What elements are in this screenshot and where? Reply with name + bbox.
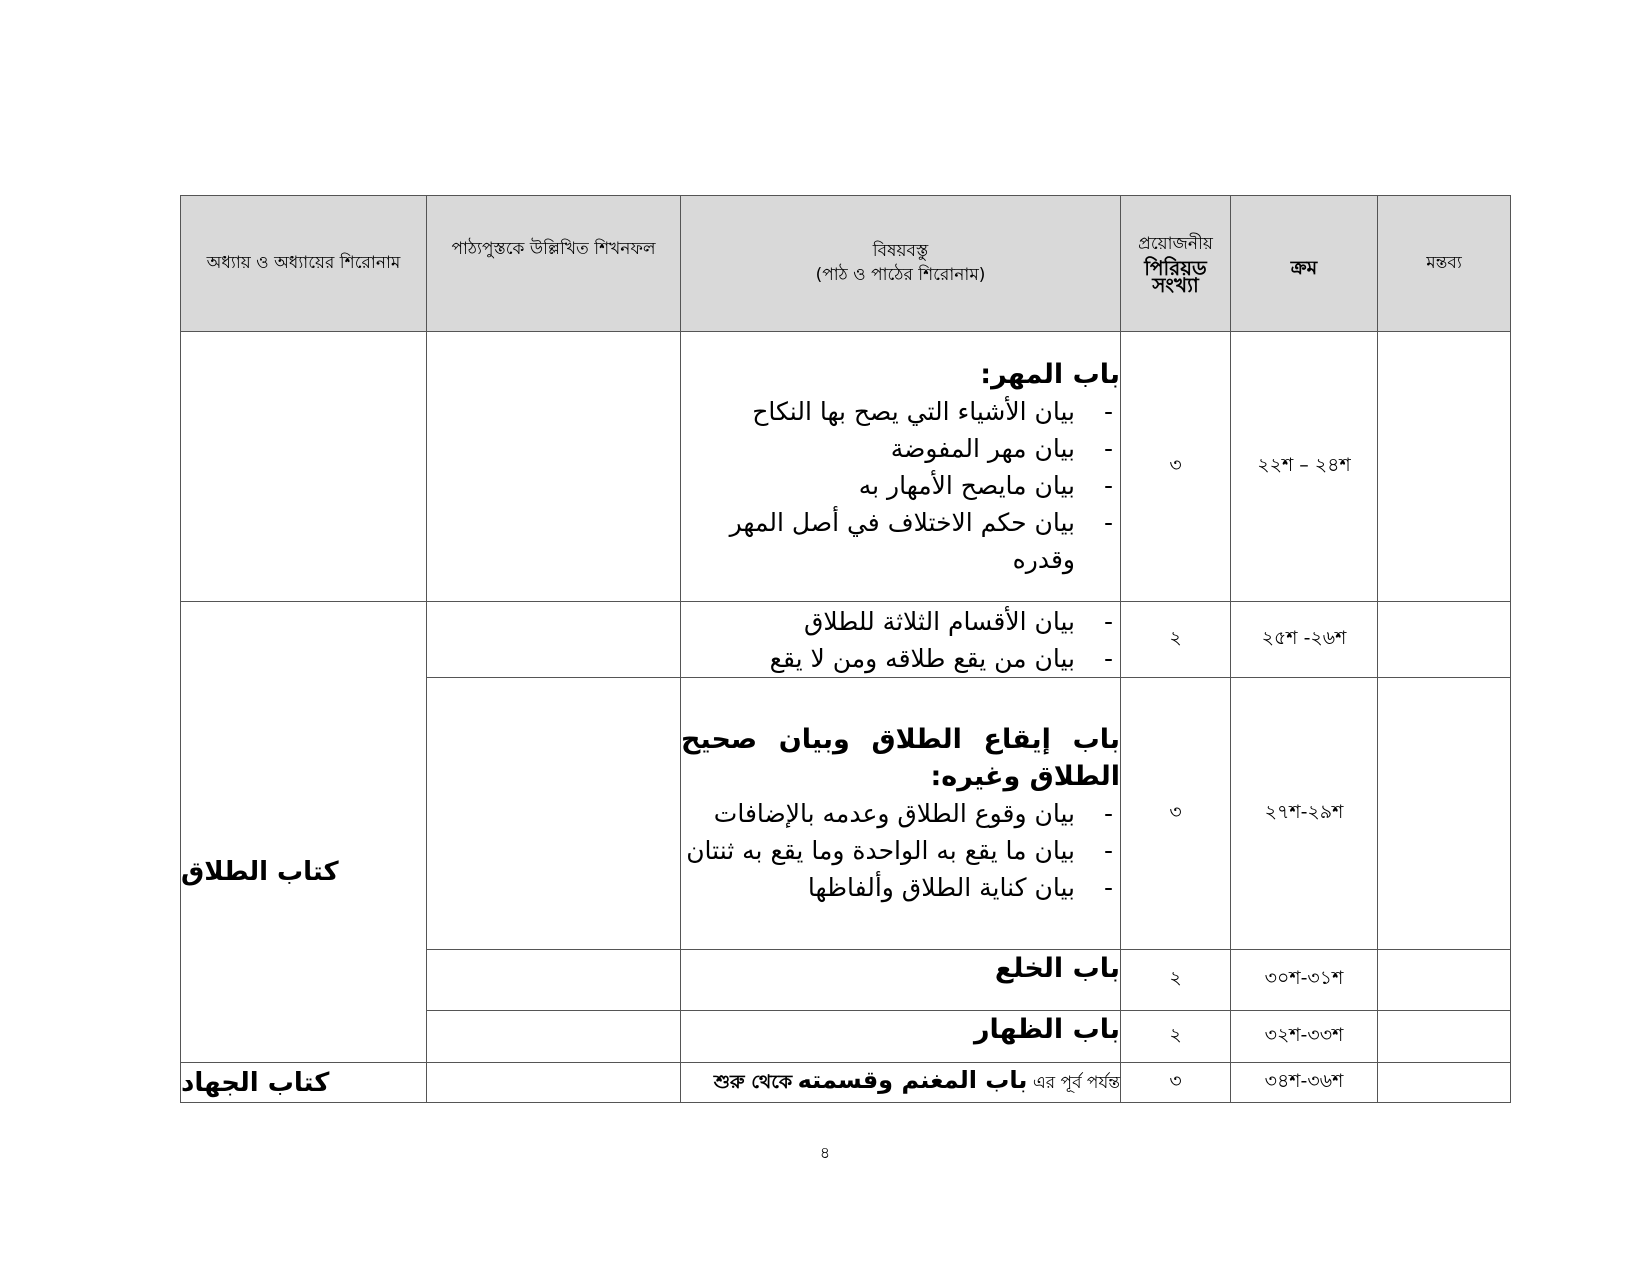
chapter-cell-empty: [181, 332, 427, 602]
content-arabic: باب المغنم وقسمته: [797, 1065, 1028, 1094]
sequence-cell: ২৭শ-২৯শ: [1231, 678, 1378, 950]
header-periods: [1121, 196, 1231, 332]
lesson-heading: باب إيقاع الطلاق وبيان صحيح الطلاق وغيره:: [681, 724, 1120, 792]
list-item: - بيان مهر المفوضة: [681, 430, 1075, 467]
lesson-heading: باب الخلع: [994, 953, 1120, 984]
list-item: - بيان وقوع الطلاق وعدمه بالإضافات: [681, 795, 1075, 832]
header-periods-line2: পিরিয়ড সংখ্যা: [1144, 256, 1207, 298]
remarks-cell: [1378, 950, 1511, 1011]
content-prefix: শুরু থেকে: [713, 1070, 793, 1093]
chapter-cell: [181, 1063, 427, 1103]
lesson-list: [681, 795, 1120, 906]
lesson-list: [681, 603, 1120, 677]
header-chapter-title: অধ্যায় ও অধ্যায়ের শিরোনাম: [181, 196, 427, 332]
outcome-cell: [427, 678, 681, 950]
remarks-cell: [1378, 1011, 1511, 1063]
outcome-cell: [427, 950, 681, 1011]
chapter-cell: [181, 602, 427, 1063]
list-item: - بيان الأشياء التي يصح بها النكاح: [681, 393, 1075, 430]
content-cell: [681, 678, 1121, 950]
table-row: [181, 602, 1511, 678]
lesson-heading: باب المهر:: [980, 358, 1120, 390]
sequence-cell: ২৫শ -২৬শ: [1231, 602, 1378, 678]
sequence-cell: ৩০শ-৩১শ: [1231, 950, 1378, 1011]
header-learning-outcome: পাঠ্যপুস্তকে উল্লিখিত শিখনফল: [427, 196, 681, 332]
table-row: [181, 332, 1511, 602]
header-content-line1: বিষয়বস্তু: [872, 240, 929, 261]
periods-cell: ২: [1121, 1011, 1231, 1063]
outcome-cell: [427, 332, 681, 602]
sequence-cell: ৩৪শ-৩৬শ: [1231, 1063, 1378, 1103]
outcome-cell: [427, 1063, 681, 1103]
header-content: [681, 196, 1121, 332]
remarks-cell: [1378, 678, 1511, 950]
periods-cell: ৩: [1121, 678, 1231, 950]
periods-cell: ৩: [1121, 332, 1231, 602]
list-item: - بيان ما يقع به الواحدة وما يقع به ثنتان: [681, 832, 1075, 869]
header-sequence: ক্রম: [1231, 196, 1378, 332]
content-cell: [681, 950, 1121, 1011]
remarks-cell: [1378, 332, 1511, 602]
sequence-cell: ২২শ – ২৪শ: [1231, 332, 1378, 602]
content-cell: [681, 1011, 1121, 1063]
page-number: ৪: [819, 1143, 831, 1162]
periods-cell: ২: [1121, 602, 1231, 678]
content-cell: [681, 602, 1121, 678]
list-item: - بيان كناية الطلاق وألفاظها: [681, 869, 1075, 906]
header-content-line2: (পাঠ ও পাঠের শিরোনাম): [815, 264, 986, 285]
remarks-cell: [1378, 1063, 1511, 1103]
table-row: [181, 1063, 1511, 1103]
table-header-row: [181, 196, 1511, 332]
remarks-cell: [1378, 602, 1511, 678]
lesson-list: [681, 393, 1120, 578]
chapter-title: كتاب الطلاق: [181, 857, 339, 887]
header-periods-line1: প্রয়োজনীয়: [1138, 233, 1213, 254]
outcome-cell: [427, 602, 681, 678]
syllabus-table: [180, 195, 1511, 1103]
list-item: - بيان حكم الاختلاف في أصل المهر وقدره: [681, 504, 1075, 578]
content-cell: [681, 1063, 1121, 1103]
chapter-title: كتاب الجهاد: [181, 1067, 330, 1098]
periods-cell: ২: [1121, 950, 1231, 1011]
list-item: - بيان من يقع طلاقه ومن لا يقع: [681, 640, 1075, 677]
outcome-cell: [427, 1011, 681, 1063]
list-item: - بيان مايصح الأمهار به: [681, 467, 1075, 504]
lesson-heading: باب الظهار: [973, 1014, 1120, 1045]
header-remarks: মন্তব্য: [1378, 196, 1511, 332]
list-item: - بيان الأقسام الثلاثة للطلاق: [681, 603, 1075, 640]
content-cell: [681, 332, 1121, 602]
periods-cell: ৩: [1121, 1063, 1231, 1103]
sequence-cell: ৩২শ-৩৩শ: [1231, 1011, 1378, 1063]
content-suffix: এর পূর্ব পর্যন্ত: [1032, 1072, 1120, 1093]
